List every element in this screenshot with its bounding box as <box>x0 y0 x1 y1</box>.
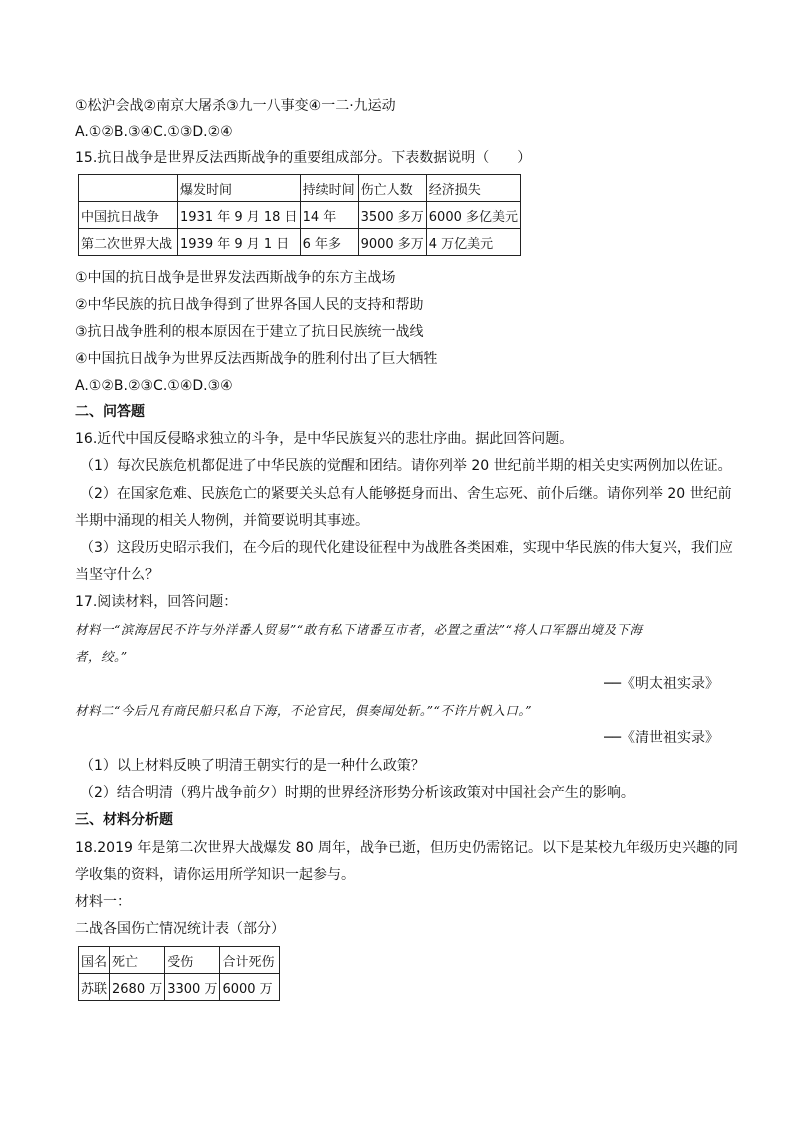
statement-1: ①中国的抗日战争是世界发法西斯战争的东方主战场 <box>75 270 396 286</box>
material-label: 材料一： <box>75 894 131 910</box>
table-row <box>79 974 280 1001</box>
table-cell: 9000 多万 <box>358 229 426 256</box>
table-cell: 4 万亿美元 <box>426 229 520 256</box>
table-cell: 1939 年 9 月 1 日 <box>178 229 301 256</box>
table-header-cell: 伤亡人数 <box>358 175 426 202</box>
table-row <box>79 229 521 256</box>
table-cell: 14 年 <box>300 202 358 229</box>
statement-4: ④中国抗日战争为世界反法西斯战争的胜利付出了巨大牺牲 <box>75 351 438 367</box>
table-cell: 苏联 <box>79 974 110 1001</box>
source-qing: ──《清世祖实录》 <box>604 730 719 746</box>
question-16-part-1: （1）每次民族危机都促进了中华民族的觉醒和团结。请你列举 20 世纪前半期的相关史实两例加以佐证。 <box>80 458 732 474</box>
table-cell: 2680 万 <box>110 974 165 1001</box>
table-header-cell: 受伤 <box>165 947 220 974</box>
question-16-part-3: （3）这段历史昭示我们，在今后的现代化建设征程中为战胜各类困难，实现中华民族的伟大复兴，我们应 <box>80 540 733 556</box>
source-ming: ──《明太祖实录》 <box>604 676 719 692</box>
table-header-cell: 国名 <box>79 947 110 974</box>
material-1: 材料一“滨海居民不许与外洋番人贸易”“敢有私下诸番互市者，必置之重法”“将人口军器出境及下海 <box>75 622 643 637</box>
table-cell: 6 年多 <box>300 229 358 256</box>
section-heading-qa: 二、问答题 <box>75 404 145 420</box>
table-cell: 6000 万 <box>220 974 280 1001</box>
table-cell: 3300 万 <box>165 974 220 1001</box>
question-16-part-2: （2）在国家危难、民族危亡的紧要关头总有人能够挺身而出、舍生忘死、前仆后继。请你列举 20 世纪前 <box>80 486 732 502</box>
question-17: 17.阅读材料，回答问题： <box>75 594 238 610</box>
answer-choices-15: A.①②B.②③C.①④D.③④ <box>75 378 233 394</box>
material-1-cont: 者，绞。” <box>75 649 128 664</box>
question-18: 18.2019 年是第二次世界大战爆发 80 周年，战争已逝，但历史仍需铭记。以下是某校九年级历史兴趣的同 <box>75 840 739 856</box>
answer-choices-14: A.①②B.③④C.①③D.②④ <box>75 124 233 140</box>
table-cell: 中国抗日战争 <box>79 202 178 229</box>
question-16-part-3-cont: 当坚守什么？ <box>75 567 159 583</box>
table-header-cell <box>79 175 178 202</box>
table-cell: 3500 多万 <box>358 202 426 229</box>
casualty-table <box>78 946 280 1001</box>
options-list-14: ①松沪会战②南京大屠杀③九一八事变④一二·九运动 <box>75 98 396 114</box>
question-17-part-2: （2）结合明清（鸦片战争前夕）时期的世界经济形势分析该政策对中国社会产生的影响。 <box>80 785 635 801</box>
table-header-row <box>79 947 280 974</box>
material-2: 材料二“今后凡有商民船只私自下海，不论官民，俱奏闻处斩。”“不许片帆入口。” <box>75 703 533 718</box>
war-comparison-table <box>78 174 521 256</box>
table-header-cell: 爆发时间 <box>178 175 301 202</box>
table-cell: 第二次世界大战 <box>79 229 178 256</box>
statement-2: ②中华民族的抗日战争得到了世界各国人民的支持和帮助 <box>75 297 424 313</box>
table-header-cell: 合计死伤 <box>220 947 280 974</box>
question-15: 15.抗日战争是世界反法西斯战争的重要组成部分。下表数据说明（ ） <box>75 150 532 166</box>
table-row <box>79 202 521 229</box>
table-header-cell: 持续时间 <box>300 175 358 202</box>
question-17-part-1: （1）以上材料反映了明清王朝实行的是一种什么政策？ <box>80 758 425 774</box>
question-16: 16.近代中国反侵略求独立的斗争，是中华民族复兴的悲壮序曲。据此回答问题。 <box>75 431 574 447</box>
section-heading-material: 三、材料分析题 <box>75 812 173 828</box>
table-cell: 6000 多亿美元 <box>426 202 520 229</box>
statement-3: ③抗日战争胜利的根本原因在于建立了抗日民族统一战线 <box>75 324 424 340</box>
question-16-part-2-cont: 半期中涌现的相关人物例，并简要说明其事迹。 <box>75 513 369 529</box>
casualty-table-title: 二战各国伤亡情况统计表（部分） <box>75 921 285 937</box>
table-header-row <box>79 175 521 202</box>
table-cell: 1931 年 9 月 18 日 <box>178 202 301 229</box>
question-18-cont: 学收集的资料，请你运用所学知识一起参与。 <box>75 867 355 883</box>
table-header-cell: 经济损失 <box>426 175 520 202</box>
table-header-cell: 死亡 <box>110 947 165 974</box>
